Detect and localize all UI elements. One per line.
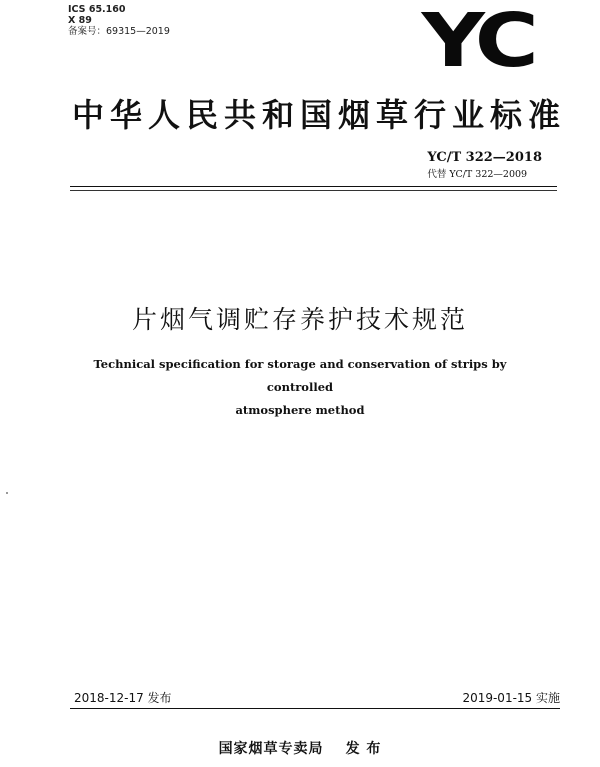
yc-logo: YC: [421, 0, 532, 84]
english-title-line-2: atmosphere method: [235, 403, 365, 417]
footer-divider: [70, 708, 560, 709]
header-divider: [70, 186, 557, 187]
english-title: [60, 353, 540, 422]
chinese-title: 片烟气调贮存养护技术规范: [131, 305, 468, 334]
record-number: 备案号：69315—2019: [68, 26, 170, 37]
scan-speck: [6, 492, 8, 494]
english-title-line-1: Technical specification for storage and conservation of strips by controlled: [93, 357, 507, 394]
header-divider-thin: [70, 190, 557, 191]
standard-category-title: 中华人民共和国烟草行业标准: [72, 96, 567, 134]
publisher-name: 国家烟草专卖局: [218, 741, 324, 757]
issue-date: 2018-12-17 发布: [74, 691, 172, 705]
implementation-date: 2019-01-15 实施: [462, 691, 560, 705]
replaces-standard: 代替 YC/T 322—2009: [427, 169, 528, 180]
publisher-line: [0, 738, 600, 758]
document-metadata: [68, 4, 170, 37]
ics-code: ICS 65.160: [68, 4, 126, 15]
publisher-action: 发 布: [345, 741, 382, 757]
standard-code-block: [427, 150, 542, 180]
classification-code: X 89: [68, 15, 92, 26]
standard-number: YC/T 322—2018: [427, 150, 542, 165]
